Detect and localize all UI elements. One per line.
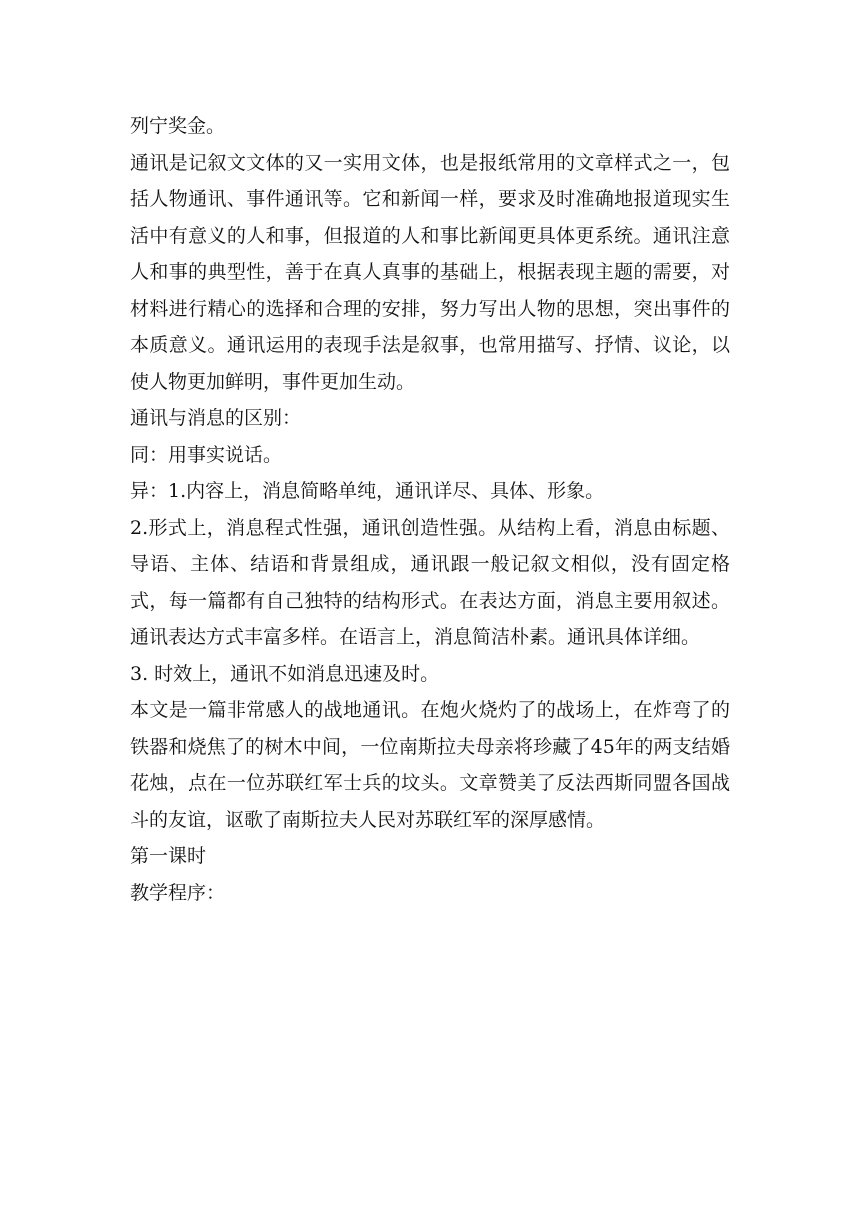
paragraph-difference-heading: 通讯与消息的区别： xyxy=(130,407,302,429)
paragraph-article-summary: 本文是一篇非常感人的战地通讯。在炮火烧灼了的战场上，在炸弯了的铁器和烧焦了的树木中间，一位南斯拉夫母亲将珍藏了45年的两支结婚花烛，点在一位苏联红军士兵的坟头。文章赞美了反法西斯同盟各国战斗的友谊，讴歌了南斯拉夫人民对苏联红军的深厚感情。 xyxy=(130,699,730,831)
paragraph-tongxun-definition: 通讯是记叙文文体的又一实用文体，也是报纸常用的文章样式之一，包括人物通讯、事件通讯等。它和新闻一样，要求及时准确地报道现实生活中有意义的人和事，但报道的人和事比新闻更具体更系统。通讯注意人和事的典型性，善于在真人真事的基础上，根据表现主题的需要，对材料进行精心的选择和合理的安排，努力写出人物的思想，突出事件的本质意义。通讯运用的表现手法是叙事，也常用描写、抒情、议论，以使人物更加鲜明，事件更加生动。 xyxy=(130,151,730,393)
paragraph-similarity: 同：用事实说话。 xyxy=(130,443,283,466)
paragraph-teaching-procedure: 教学程序： xyxy=(130,881,226,904)
document-body xyxy=(130,108,730,911)
paragraph-difference-form: 2.形式上，消息程式性强，通讯创造性强。从结构上看，消息由标题、导语、主体、结语和背景组成，通讯跟一般记叙文相似，没有固定格式，每一篇都有自己独特的结构形式。在表达方面，消息主要用叙述。通讯表达方式丰富多样。在语言上，消息简洁朴素。通讯具体详细。 xyxy=(130,516,730,648)
paragraph-difference-content: 异：1.内容上，消息简略单纯，通讯详尽、具体、形象。 xyxy=(130,480,605,502)
paragraph-difference-timeliness: 3. 时效上，通讯不如消息迅速及时。 xyxy=(130,662,440,685)
paragraph-first-lesson: 第一课时 xyxy=(130,845,207,867)
paragraph-prize: 列宁奖金。 xyxy=(130,115,226,137)
